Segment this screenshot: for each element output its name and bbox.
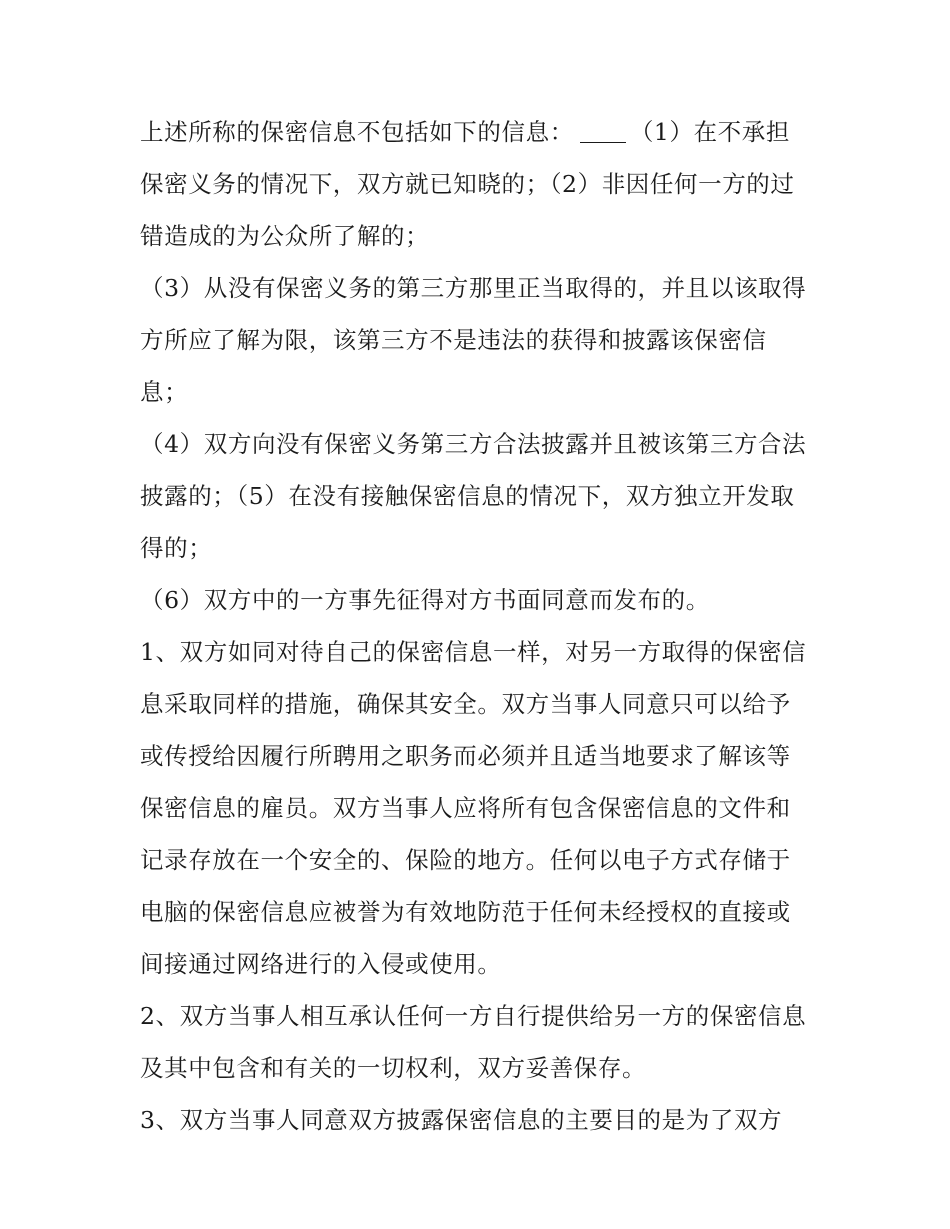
document-body: [140, 106, 810, 1146]
paragraph-exclusions-intro: [140, 106, 810, 262]
paragraph-clause-1: 1、双方如同对待自己的保密信息一样，对另一方取得的保密信息采取同样的措施，确保其安全。双方当事人同意只可以给予或传授给因履行所聘用之职务而必须并且适当地要求了解该等保密信息的雇员。双方当事人应将所有包含保密信息的文件和记录存放在一个安全的、保险的地方。任何以电子方式存储于电脑的保密信息应被誉为有效地防范于任何未经授权的直接或间接通过网络进行的入侵或使用。: [140, 638, 807, 978]
intro-items-text: （1）在不承担保密义务的情况下，双方就已知晓的；（2）非因任何一方的过错造成的为公众所了解的；: [140, 118, 795, 250]
fill-in-blank: [580, 119, 626, 144]
intro-text: 上述所称的保密信息不包括如下的信息：: [140, 118, 574, 146]
paragraph-item-4-5: （4）双方向没有保密义务第三方合法披露并且被该第三方合法披露的；（5）在没有接触保密信息的情况下，双方独立开发取得的；: [140, 430, 807, 562]
paragraph-clause-3: 3、双方当事人同意双方披露保密信息的主要目的是为了双方: [140, 1106, 783, 1134]
paragraph-clause-2: 2、双方当事人相互承认任何一方自行提供给另一方的保密信息及其中包含和有关的一切权利，双方妥善保存。: [140, 1002, 807, 1082]
paragraph-item-3: （3）从没有保密义务的第三方那里正当取得的，并且以该取得方所应了解为限，该第三方不是违法的获得和披露该保密信息；: [140, 274, 807, 406]
paragraph-item-6: （6）双方中的一方事先征得对方书面同意而发布的。: [140, 586, 710, 614]
